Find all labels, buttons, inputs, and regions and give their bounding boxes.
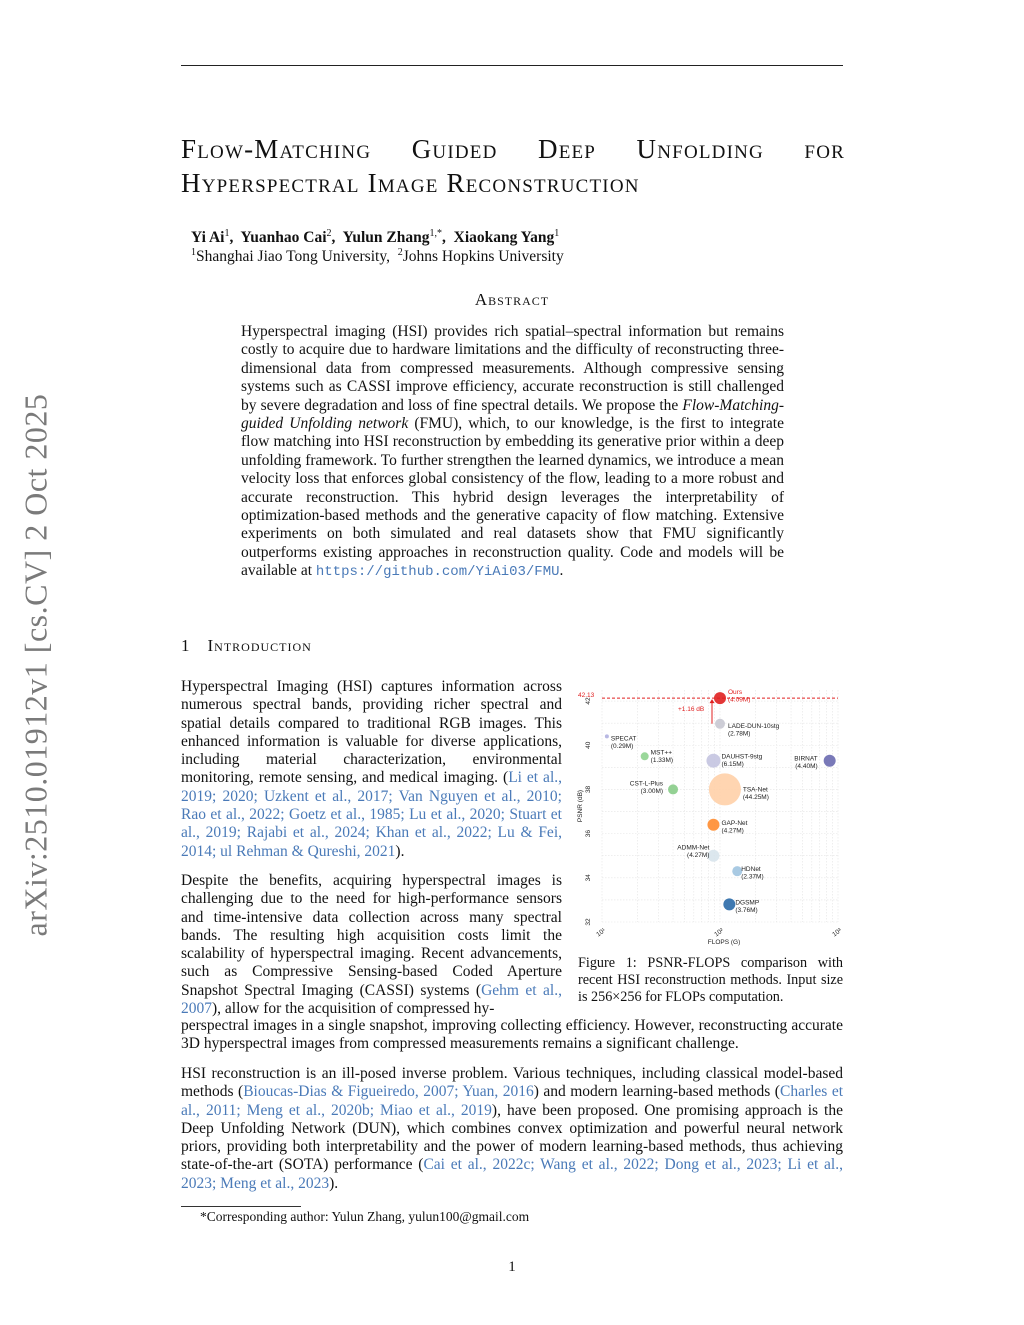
point-name-label: MST++ <box>650 749 672 757</box>
affil-mark: 1 <box>191 247 196 258</box>
arxiv-stamp-text: arXiv:2510.01912v1 [cs.CV] 2 Oct 2025 <box>17 393 54 937</box>
y-tick-label: 40 <box>585 741 592 749</box>
data-point-dgsmp <box>723 898 735 910</box>
point-params-label: (3.76M) <box>735 906 758 914</box>
intro-paragraph-1 <box>181 678 562 861</box>
gain-label: +1.16 dB <box>678 705 705 713</box>
data-point-specat <box>605 734 609 738</box>
y-tick-label: 32 <box>585 918 592 926</box>
intro-paragraph-2-continued: perspectral images in a single snapshot, improving collecting efficiency. However, reconstructing accurate 3D hyperspectral images from compressed measurements remains a significant challenge. <box>181 1017 843 1053</box>
point-params-label: (6.15M) <box>721 761 744 769</box>
point-params-label: (2.78M) <box>728 730 751 738</box>
point-name-label: DAUHST-9stg <box>721 753 763 761</box>
data-point-tsa-net <box>709 773 741 805</box>
y-tick-label: 42 <box>585 697 592 705</box>
abstract-text: (FMU), which, to our knowledge, is the first to integrate flow matching into HSI reconstruction by embedding its generative prior within a deep unfolding framework. To further strengthen the learned dynamics, we introduce a mean velocity loss that enforces global consistency of the flow, leading to a more robust and accurate reconstruction. This hybrid design leverages the interpretability of optimization-based methods and the generative capacity of flow matching. Extensive experiments on both simulated and real datasets show that FMU significantly outperforms existing approaches in reconstruction quality. Code and models will be available at <box>241 415 784 580</box>
point-name-label: BIRNAT <box>794 755 818 763</box>
paper-title <box>181 132 845 200</box>
citation-link[interactable]: Cai et al., 2022c; Wang et al., 2022; Dong et al., 2023; Li et al., 2023; Meng et al., 2023 <box>181 1156 843 1192</box>
title-line-2: Hyperspectral Image Reconstruction <box>181 168 640 198</box>
paragraph-text: ). <box>329 1174 339 1192</box>
point-params-label: (1.33M) <box>650 756 674 764</box>
arxiv-identifier-stamp <box>5 380 67 950</box>
method-name: Flow-Matching-guided Unfolding network <box>241 396 784 433</box>
author-name: Yi Ai <box>191 229 225 247</box>
affiliation-name: Shanghai Jiao Tong University, <box>196 248 390 266</box>
x-tick-label: 10² <box>713 927 725 939</box>
y-tick-label: 34 <box>585 874 592 882</box>
point-params-label: (3.00M) <box>640 787 664 795</box>
code-link[interactable]: https://github.com/YiAi03/FMU <box>315 564 560 581</box>
affiliation-name: Johns Hopkins University <box>402 248 564 266</box>
title-line-1: Flow-Matching Guided Deep Unfolding for <box>181 134 845 164</box>
author-affil-mark: 1 <box>224 228 230 239</box>
point-params-label: (4.40M) <box>795 763 818 771</box>
citation-link[interactable]: Bioucas-Dias & Figueiredo, 2007; Yuan, 2016 <box>243 1083 534 1101</box>
author-affil-mark: 2 <box>326 228 332 239</box>
point-params-label: (44.25M) <box>742 793 769 801</box>
y-tick-label: 36 <box>585 830 592 838</box>
abstract-text: . <box>559 562 564 580</box>
author-affil-mark: 1,* <box>429 228 442 239</box>
paragraph-text: ), allow for the acquisition of compressed hy- <box>212 1000 495 1018</box>
data-point-dauhst-9stg <box>706 754 720 768</box>
paragraph-text: Hyperspectral Imaging (HSI) captures information across numerous spectral bands, providing richer spectral and spatial details compared to traditional RGB images. This enhanced information is valuable for diverse applications, including material characterization, environmental monitoring, remote sensing, and medical imaging. ( <box>181 678 562 787</box>
psnr-flops-chart <box>576 682 844 950</box>
author-name: Yuanhao Cai <box>240 229 327 247</box>
abstract-text: Hyperspectral imaging (HSI) provides rich spatial–spectral information but remains costly to acquire due to hardware limitations and the difficulty of reconstructing three-dimensional data from compressed measurements. Although compressive sensing systems such as CASSI improve efficiency, accurate reconstruction is still challenged by severe degradation and loss of fine spectral details. We propose the <box>241 323 784 414</box>
point-params-label: (4.27M) <box>721 827 744 835</box>
data-point-cst-l-plus <box>668 784 678 794</box>
intro-paragraph-3 <box>181 1065 843 1193</box>
data-point-ours <box>714 692 726 704</box>
data-point-gap-net <box>707 819 719 831</box>
affil-mark: 2 <box>397 247 403 258</box>
author-affil-mark: 1 <box>554 228 560 239</box>
paragraph-text: ) and modern learning-based methods ( <box>533 1083 780 1101</box>
x-axis-label: FLOPS (G) <box>707 939 741 946</box>
point-name-label: TSA-Net <box>742 786 768 794</box>
affiliation-list <box>191 247 564 266</box>
intro-paragraph-2 <box>181 872 562 1018</box>
data-point-lade-dun-10stg <box>715 719 725 729</box>
reference-value-label: 42.13 <box>578 692 595 700</box>
paragraph-text: ), have been proposed. One promising approach is the Deep Unfolding Network (DUN), which combines convex optimization and powerful neural network priors, providing both interpretability and the power of modern learning-based methods, thus achieving state-of-the-art (SOTA) performance ( <box>181 1101 843 1174</box>
top-rule <box>181 65 843 66</box>
author-name: Yulun Zhang <box>342 229 430 247</box>
point-name-label: CST-L-Plus <box>629 780 664 788</box>
y-axis-label: PSNR (dB) <box>577 789 584 823</box>
citation-link[interactable]: Gehm et al., 2007 <box>181 981 562 1018</box>
section-heading <box>181 636 312 656</box>
point-name-label: SPECAT <box>610 735 637 743</box>
point-name-label: Ours <box>728 689 743 697</box>
point-name-label: DGSMP <box>735 899 760 907</box>
point-name-label: HDNet <box>741 866 761 874</box>
author-name: Xiaokang Yang <box>453 229 555 247</box>
figure-caption: Figure 1: PSNR-FLOPS comparison with recent HSI reconstruction methods. Input size is 256×256 for FLOPs computation. <box>578 955 843 1005</box>
paragraph-text: Despite the benefits, acquiring hyperspectral images is challenging due to the need for high-performance sensors and time-intensive data collection across many spectral bands. The resulting high acquisition costs limit the scalability of hyperspectral imaging. Recent advancements, such as Compressive Sensing-based Coded Aperture Snapshot Spectral Imaging (CASSI) systems ( <box>181 872 562 999</box>
section-title: Introduction <box>207 636 312 655</box>
paragraph-text: ). <box>395 842 405 860</box>
point-params-label: (0.29M) <box>610 742 634 750</box>
x-tick-label: 10³ <box>831 927 843 939</box>
footnote-rule <box>181 1206 301 1207</box>
x-tick-label: 10¹ <box>595 927 607 939</box>
point-params-label: (4.09M) <box>728 696 751 704</box>
data-point-birnat <box>824 755 836 767</box>
citation-link[interactable]: Charles et al., 2011; Meng et al., 2020b; Miao et al., 2019 <box>181 1083 844 1119</box>
y-tick-label: 38 <box>585 785 592 794</box>
point-name-label: ADMM-Net <box>677 844 710 852</box>
point-name-label: LADE-DUN-10stg <box>728 722 780 730</box>
point-name-label: GAP-Net <box>721 819 748 827</box>
author-list: Yi Ai$^1$, Yuanhao Cai$^2$, Yulun Zhang$^{1,*}$, Xiaokang Yang$^1$ <box>191 228 560 247</box>
citation-link[interactable]: Li et al., 2019; 2020; Uzkent et al., 2017; Van Nguyen et al., 2010; Rao et al., 2022; Goetz et al., 1985; Lu et al., 2020; Stuart et al., 2019; Rajabi et al., 2024; Khan et al., 2022; Lu & Fei, 2014; ul Rehman & Qureshi, 2021 <box>181 769 562 860</box>
data-point-mst- <box>641 752 649 760</box>
section-number: 1 <box>181 636 190 655</box>
abstract-body <box>241 323 784 582</box>
abstract-heading: Abstract <box>474 290 550 309</box>
point-params-label: (4.27M) <box>687 852 710 860</box>
page-number: 1 <box>508 1259 516 1275</box>
footnote: *Corresponding author: Yulun Zhang, yulun100@gmail.com <box>200 1209 530 1224</box>
paragraph-text: HSI reconstruction is an ill-posed inverse problem. Various techniques, including classical model-based methods ( <box>181 1065 843 1101</box>
point-params-label: (2.37M) <box>741 873 764 881</box>
